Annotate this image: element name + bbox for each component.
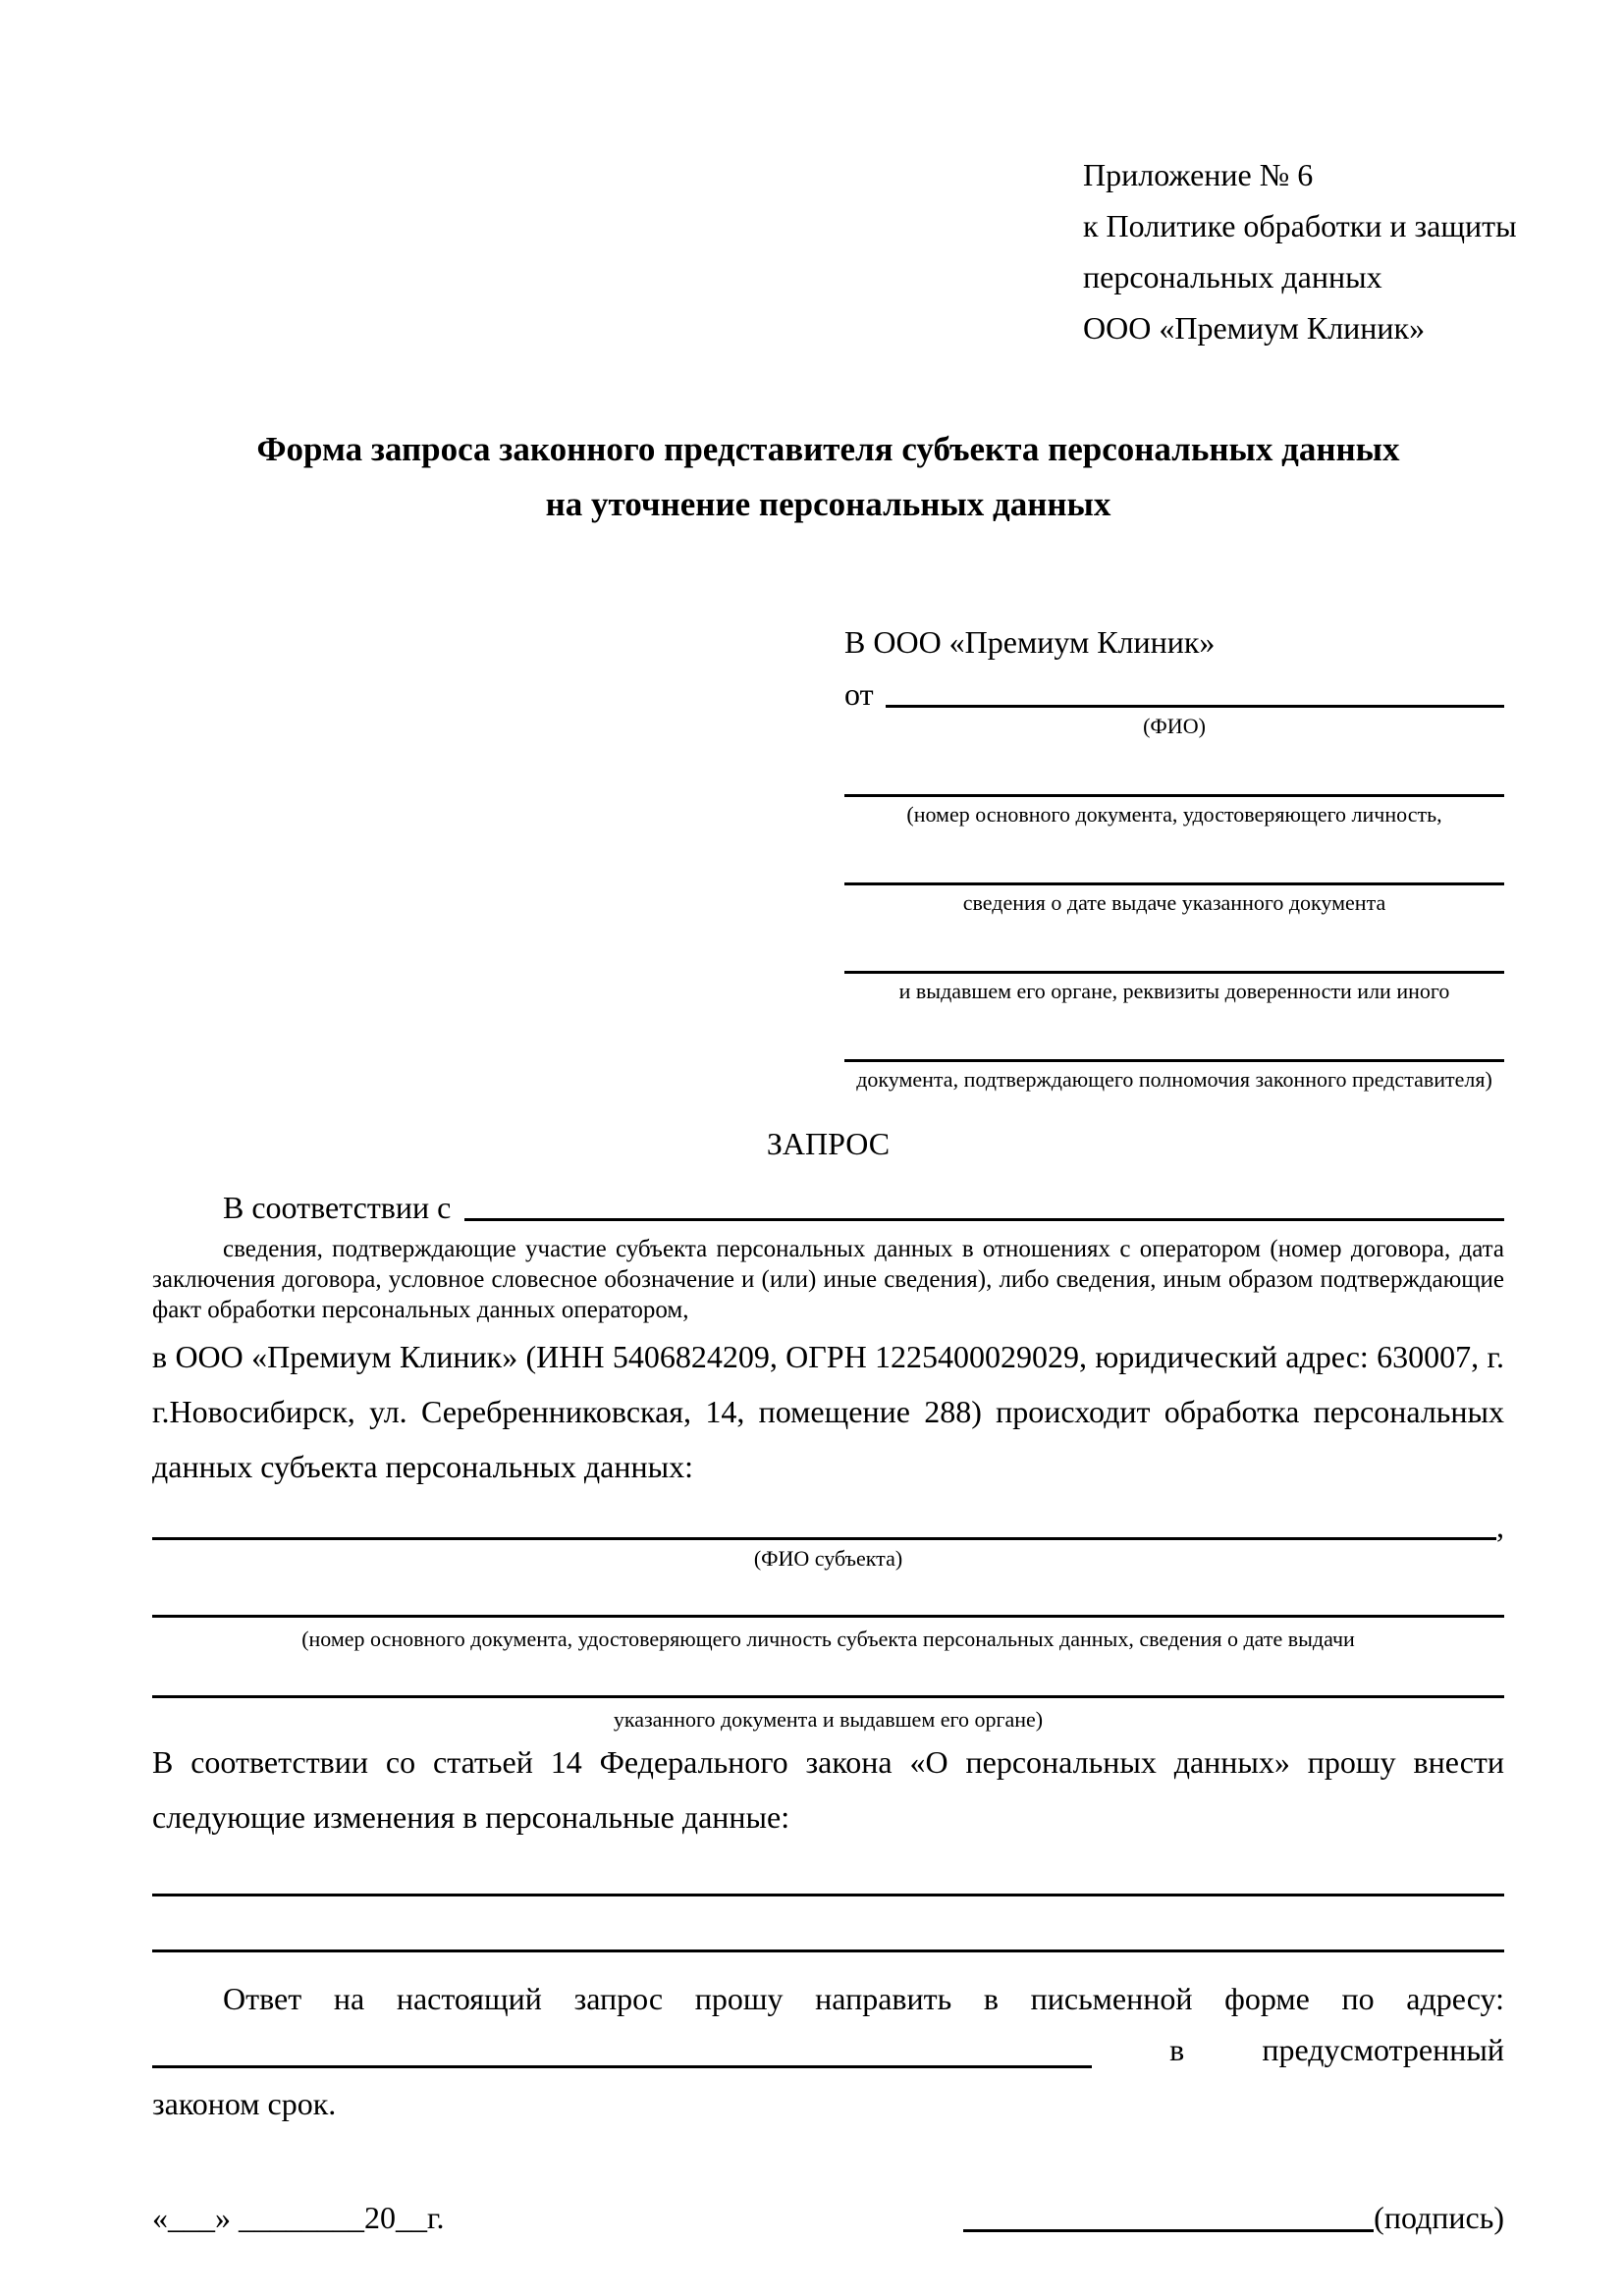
representative-doc-blank-line [844,847,1504,885]
document-title-line: Форма запроса законного представителя субъекта персональных данных [256,430,1400,468]
signature-group [963,2196,1504,2239]
request-heading: ЗАПРОС [766,1126,891,1161]
subject-trailing-comma: , [1496,1509,1504,1544]
signature-caption: (подпись) [1374,2200,1504,2235]
subject-doc-blank-line [152,1695,1504,1698]
representative-doc-caption: (номер основного документа, удостоверяющего личность, [906,802,1442,827]
address-blank-line [152,2065,1092,2068]
representative-doc-blank-line [844,935,1504,974]
header-note-line: к Политике обработки и защиты [1083,208,1517,243]
addressee-to: В ООО «Премиум Клиник» [844,624,1216,660]
representative-doc-blank-line [844,1024,1504,1062]
header-note-line: ООО «Премиум Клиник» [1083,310,1426,346]
reply-closing: законом срок. [152,2086,337,2121]
reply-paragraph-line-1: Ответ на настоящий запрос прошу направить в письменной форме по адресу: [223,1981,1504,2016]
request-intro-label: В соответствии с [223,1190,452,1225]
changes-blank-line [152,1894,1504,1896]
representative-doc-caption: документа, подтверждающего полномочия законного представителя) [856,1067,1492,1092]
reply-address-row [152,2023,1504,2074]
subject-doc-caption-2: указанного документа и выдавшем его органе) [613,1707,1044,1732]
basis-blank-line [464,1218,1504,1221]
signature-blank-line [963,2229,1374,2232]
header-note-line: Приложение № 6 [1083,157,1314,192]
date-field: «___» ________20__г. [152,2200,445,2235]
fio-blank-line [886,705,1504,708]
reply-word-predusmotrenny: предусмотренный [1262,2032,1504,2067]
reply-word-v: в [1169,2032,1185,2067]
subject-fio-row [152,1504,1504,1545]
header-note [1083,149,1517,353]
from-label: от [844,676,874,712]
basis-footnote: сведения, подтверждающие участие субъекта персональных данных в отношениях с оператором (номер договора, дата заключения договора, условное словесное обозначение и (или) иные сведения), либо сведения, иным образом подтверждающие факт обработки персональных данных оператором, [152,1236,1504,1323]
document-title-line: на уточнение персональных данных [545,485,1111,523]
subject-fio-caption: (ФИО субъекта) [753,1546,903,1571]
subject-doc-blank-line [152,1615,1504,1618]
operator-paragraph: в ООО «Премиум Клиник» (ИНН 5406824209, ОГРН 1225400029029, юридический адрес: 630007, г. г.Новосибирск, ул. Серебренниковская, 14, помещение 288) происходит обработка персональных данных субъекта персональных данных: [152,1339,1504,1484]
representative-doc-caption: и выдавшем его органе, реквизиты доверенности или иного [898,979,1450,1003]
request-intro-row [152,1177,1504,1226]
date-signature-row [152,2196,1504,2239]
changes-blank-line [152,1949,1504,1952]
representative-doc-blank-line [844,759,1504,797]
addressee-block [844,620,1504,1093]
subject-fio-blank-line [152,1537,1496,1540]
subject-doc-caption-1: (номер основного документа, удостоверяющего личность субъекта персональных данных, сведения о дате выдачи [301,1627,1355,1651]
law-paragraph: В соответствии со статьей 14 Федерального закона «О персональных данных» прошу внести следующие изменения в персональные данные: [152,1744,1504,1835]
fio-caption: (ФИО) [1143,714,1206,738]
header-note-line: персональных данных [1083,259,1382,294]
document-title [152,422,1504,532]
addressee-from-row [844,664,1504,713]
representative-doc-caption: сведения о дате выдаче указанного документа [962,890,1386,915]
